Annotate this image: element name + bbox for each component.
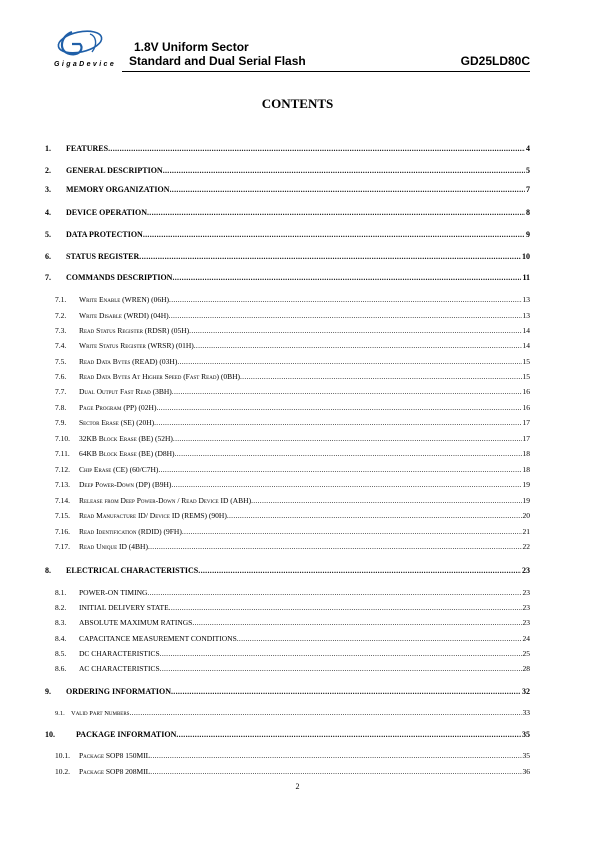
- toc-entry[interactable]: [45, 729, 530, 741]
- toc-entry[interactable]: [45, 433, 530, 445]
- toc-entry-number: 8.3.: [55, 618, 67, 627]
- toc-entry-number: 7.6.: [55, 372, 67, 381]
- toc-entry[interactable]: [45, 602, 530, 614]
- toc-entry-number: 7.14.: [55, 496, 70, 505]
- toc-entry[interactable]: [45, 766, 530, 778]
- toc-entry-page: 9: [526, 230, 530, 239]
- toc-leader-dots: [177, 356, 521, 368]
- toc-entry[interactable]: [45, 272, 530, 284]
- toc-leader-dots: [172, 272, 521, 284]
- logo-wordmark: GigaDevice: [54, 61, 117, 68]
- toc-entry[interactable]: [45, 143, 530, 155]
- toc-entry[interactable]: [45, 617, 530, 629]
- toc-leader-dots: [148, 541, 522, 553]
- toc-entry-number: 7.7.: [55, 387, 67, 396]
- part-number: GD25LD80C: [460, 54, 530, 68]
- toc-entry-number: 8.2.: [55, 603, 67, 612]
- toc-entry-label: Page Program (PP) (02H): [79, 403, 157, 412]
- toc-entry-number: 10.: [45, 730, 55, 739]
- toc-entry-number: 10.2.: [55, 767, 70, 776]
- toc-entry-number: 7.9.: [55, 418, 67, 427]
- toc-entry-label: 64KB Block Erase (BE) (D8H): [79, 449, 175, 458]
- toc-entry-number: 7.8.: [55, 403, 67, 412]
- toc-leader-dots: [227, 510, 522, 522]
- toc-entry-page: 23: [522, 588, 530, 597]
- toc-leader-dots: [147, 207, 525, 219]
- toc-entry-number: 4.: [45, 208, 51, 217]
- toc-entry-page: 33: [522, 708, 530, 717]
- page-number: 2: [295, 782, 300, 791]
- toc-entry-number: 7.3.: [55, 326, 67, 335]
- toc-leader-dots: [163, 165, 525, 177]
- toc-entry-label: Read Data Bytes (READ) (03H): [79, 357, 178, 366]
- toc-entry[interactable]: [45, 541, 530, 553]
- toc-entry-page: 17: [522, 434, 530, 443]
- toc-entry[interactable]: [45, 251, 530, 263]
- toc-entry-number: 8.: [45, 566, 51, 575]
- toc-entry-page: 36: [522, 767, 530, 776]
- toc-entry[interactable]: [45, 479, 530, 491]
- toc-entry-label: MEMORY ORGANIZATION: [66, 185, 170, 194]
- header-title-line2: Standard and Dual Serial Flash: [129, 54, 306, 68]
- toc-entry-label: COMMANDS DESCRIPTION: [66, 273, 173, 282]
- toc-entry-label: STATUS REGISTER: [66, 252, 140, 261]
- toc-entry-page: 10: [522, 252, 530, 261]
- toc-leader-dots: [108, 143, 525, 155]
- toc-entry[interactable]: [45, 340, 530, 352]
- toc-entry-page: 14: [522, 341, 530, 350]
- toc-entry[interactable]: [45, 386, 530, 398]
- toc-leader-dots: [182, 526, 522, 538]
- toc-entry-label: Read Manufacture ID/ Device ID (REMS) (90H): [79, 511, 227, 520]
- toc-entry-page: 21: [522, 527, 530, 536]
- toc-entry-label: Read Data Bytes At Higher Speed (Fast Read) (0BH): [79, 372, 240, 381]
- toc-entry[interactable]: [45, 371, 530, 383]
- toc-leader-dots: [192, 617, 521, 629]
- toc-entry[interactable]: [45, 294, 530, 306]
- toc-entry-page: 22: [522, 542, 530, 551]
- toc-leader-dots: [172, 386, 522, 398]
- toc-entry[interactable]: [45, 165, 530, 177]
- header-title-line1: 1.8V Uniform Sector: [134, 40, 249, 54]
- toc-leader-dots: [176, 729, 521, 741]
- toc-entry-page: 20: [522, 511, 530, 520]
- toc-leader-dots: [150, 750, 521, 762]
- toc-entry-label: Write Enable (WREN) (06H): [79, 295, 170, 304]
- toc-entry[interactable]: [45, 464, 530, 476]
- toc-leader-dots: [237, 633, 522, 645]
- toc-entry-label: CAPACITANCE MEASUREMENT CONDITIONS: [79, 634, 237, 643]
- toc-entry-label: Write Status Register (WRSR) (01H): [79, 341, 194, 350]
- toc-entry-label: Package SOP8 208MIL: [79, 767, 151, 776]
- toc-entry[interactable]: [45, 510, 530, 522]
- toc-entry-number: 8.4.: [55, 634, 67, 643]
- toc-leader-dots: [171, 479, 521, 491]
- toc-entry[interactable]: [45, 402, 530, 414]
- toc-entry[interactable]: [45, 448, 530, 460]
- toc-entry[interactable]: [45, 750, 530, 762]
- toc-leader-dots: [139, 251, 521, 263]
- toc-entry-number: 2.: [45, 166, 51, 175]
- toc-entry-number: 7.4.: [55, 341, 67, 350]
- toc-leader-dots: [175, 448, 522, 460]
- toc-entry-number: 1.: [45, 144, 51, 153]
- toc-entry[interactable]: [45, 526, 530, 538]
- toc-entry-page: 23: [522, 603, 530, 612]
- toc-entry-label: DATA PROTECTION: [66, 230, 143, 239]
- toc-entry-number: 7.16.: [55, 527, 70, 536]
- toc-entry-number: 10.1.: [55, 751, 70, 760]
- toc-leader-dots: [169, 602, 522, 614]
- toc-entry-page: 28: [522, 664, 530, 673]
- toc-entry-label: ABSOLUTE MAXIMUM RATINGS: [79, 618, 193, 627]
- toc-entry-number: 5.: [45, 230, 51, 239]
- toc-entry-number: 7.10.: [55, 434, 70, 443]
- toc-entry-label: Deep Power-Down (DP) (B9H): [79, 480, 172, 489]
- toc-entry-page: 19: [522, 480, 530, 489]
- toc-entry-number: 7.5.: [55, 357, 67, 366]
- toc-leader-dots: [189, 325, 521, 337]
- toc-entry-label: Release from Deep Power-Down / Read Device ID (ABH): [79, 496, 252, 505]
- toc-entry-label: POWER-ON TIMING: [79, 588, 148, 597]
- toc-leader-dots: [129, 707, 521, 719]
- toc-leader-dots: [240, 371, 522, 383]
- toc-entry-label: Read Status Register (RDSR) (05H): [79, 326, 190, 335]
- toc-entry[interactable]: [45, 633, 530, 645]
- toc-entry-page: 15: [522, 372, 530, 381]
- toc-entry[interactable]: [45, 356, 530, 368]
- toc-entry[interactable]: [45, 229, 530, 241]
- table-of-contents: [45, 0, 530, 842]
- toc-leader-dots: [251, 495, 521, 507]
- toc-entry-page: 13: [522, 311, 530, 320]
- toc-entry-number: 7.17.: [55, 542, 70, 551]
- toc-leader-dots: [160, 663, 522, 675]
- toc-entry-label: 32KB Block Erase (BE) (52H): [79, 434, 173, 443]
- toc-entry-page: 18: [522, 465, 530, 474]
- toc-entry-page: 35: [522, 751, 530, 760]
- toc-entry-label: AC CHARACTERISTICS: [79, 664, 160, 673]
- toc-entry-label: FEATURES: [66, 144, 109, 153]
- toc-entry-page: 11: [522, 273, 530, 282]
- toc-leader-dots: [173, 433, 522, 445]
- toc-leader-dots: [158, 464, 521, 476]
- toc-entry-number: 8.6.: [55, 664, 67, 673]
- toc-entry-label: PACKAGE INFORMATION: [76, 730, 177, 739]
- toc-leader-dots: [198, 565, 521, 577]
- toc-leader-dots: [169, 310, 522, 322]
- toc-entry-number: 7.: [45, 273, 51, 282]
- toc-entry-label: Read Identification (RDID) (9FH): [79, 527, 182, 536]
- toc-entry-label: Write Disable (WRDI) (04H): [79, 311, 169, 320]
- toc-entry[interactable]: [45, 648, 530, 660]
- toc-entry-label: ELECTRICAL CHARACTERISTICS: [66, 566, 199, 575]
- toc-leader-dots: [156, 402, 521, 414]
- toc-entry[interactable]: [45, 207, 530, 219]
- toc-entry-page: 18: [522, 449, 530, 458]
- toc-leader-dots: [150, 766, 521, 778]
- toc-entry-number: 7.11.: [55, 449, 70, 458]
- toc-entry-page: 13: [522, 295, 530, 304]
- toc-entry-label: INITIAL DELIVERY STATE: [79, 603, 169, 612]
- page-title: CONTENTS: [261, 96, 334, 111]
- toc-entry-label: Dual Output Fast Read (3BH): [79, 387, 172, 396]
- toc-entry-number: 7.1.: [55, 295, 67, 304]
- toc-leader-dots: [194, 340, 522, 352]
- toc-entry-number: 9.1.: [55, 710, 65, 717]
- toc-entry-label: DC CHARACTERISTICS: [79, 649, 160, 658]
- toc-entry-page: 4: [526, 144, 530, 153]
- toc-entry[interactable]: [45, 707, 530, 719]
- toc-entry[interactable]: [45, 587, 530, 599]
- toc-entry-page: 17: [522, 418, 530, 427]
- toc-entry-page: 25: [522, 649, 530, 658]
- toc-leader-dots: [154, 417, 521, 429]
- toc-leader-dots: [143, 229, 525, 241]
- toc-leader-dots: [170, 184, 526, 196]
- toc-entry-page: 16: [522, 387, 530, 396]
- toc-entry[interactable]: [45, 495, 530, 507]
- toc-entry-label: Package SOP8 150MIL: [79, 751, 151, 760]
- toc-entry-number: 8.1.: [55, 588, 67, 597]
- toc-entry[interactable]: [45, 184, 530, 196]
- toc-entry[interactable]: [45, 663, 530, 675]
- toc-entry-number: 7.2.: [55, 311, 67, 320]
- toc-entry[interactable]: [45, 686, 530, 698]
- toc-leader-dots: [160, 648, 522, 660]
- toc-entry-label: Sector Erase (SE) (20H): [79, 418, 155, 427]
- toc-entry[interactable]: [45, 565, 530, 577]
- toc-entry[interactable]: [45, 325, 530, 337]
- toc-entry-page: 32: [522, 687, 530, 696]
- toc-entry-page: 35: [522, 730, 530, 739]
- toc-entry-label: ORDERING INFORMATION: [66, 687, 171, 696]
- toc-entry-number: 3.: [45, 185, 51, 194]
- toc-leader-dots: [147, 587, 521, 599]
- toc-entry-number: 7.15.: [55, 511, 70, 520]
- toc-leader-dots: [169, 294, 521, 306]
- toc-entry-page: 14: [522, 326, 530, 335]
- toc-entry-number: 9.: [45, 687, 51, 696]
- toc-leader-dots: [171, 686, 521, 698]
- toc-entry-page: 23: [522, 566, 530, 575]
- toc-entry-label: Valid Part Numbers: [71, 710, 130, 717]
- toc-entry[interactable]: [45, 310, 530, 322]
- toc-entry-label: Read Unique ID (4BH): [79, 542, 148, 551]
- toc-entry-number: 7.13.: [55, 480, 70, 489]
- toc-entry-page: 23: [522, 618, 530, 627]
- toc-entry-number: 6.: [45, 252, 51, 261]
- toc-entry-page: 24: [522, 634, 530, 643]
- toc-entry-page: 5: [526, 166, 530, 175]
- toc-entry-label: GENERAL DESCRIPTION: [66, 166, 163, 175]
- toc-entry-label: Chip Erase (CE) (60/C7H): [79, 465, 159, 474]
- toc-entry-number: 8.5.: [55, 649, 67, 658]
- toc-entry-page: 16: [522, 403, 530, 412]
- toc-entry-page: 19: [522, 496, 530, 505]
- toc-entry-number: 7.12.: [55, 465, 70, 474]
- toc-entry-page: 7: [526, 185, 530, 194]
- toc-entry-page: 8: [526, 208, 530, 217]
- toc-entry-page: 15: [522, 357, 530, 366]
- toc-entry-label: DEVICE OPERATION: [66, 208, 147, 217]
- toc-entry[interactable]: [45, 417, 530, 429]
